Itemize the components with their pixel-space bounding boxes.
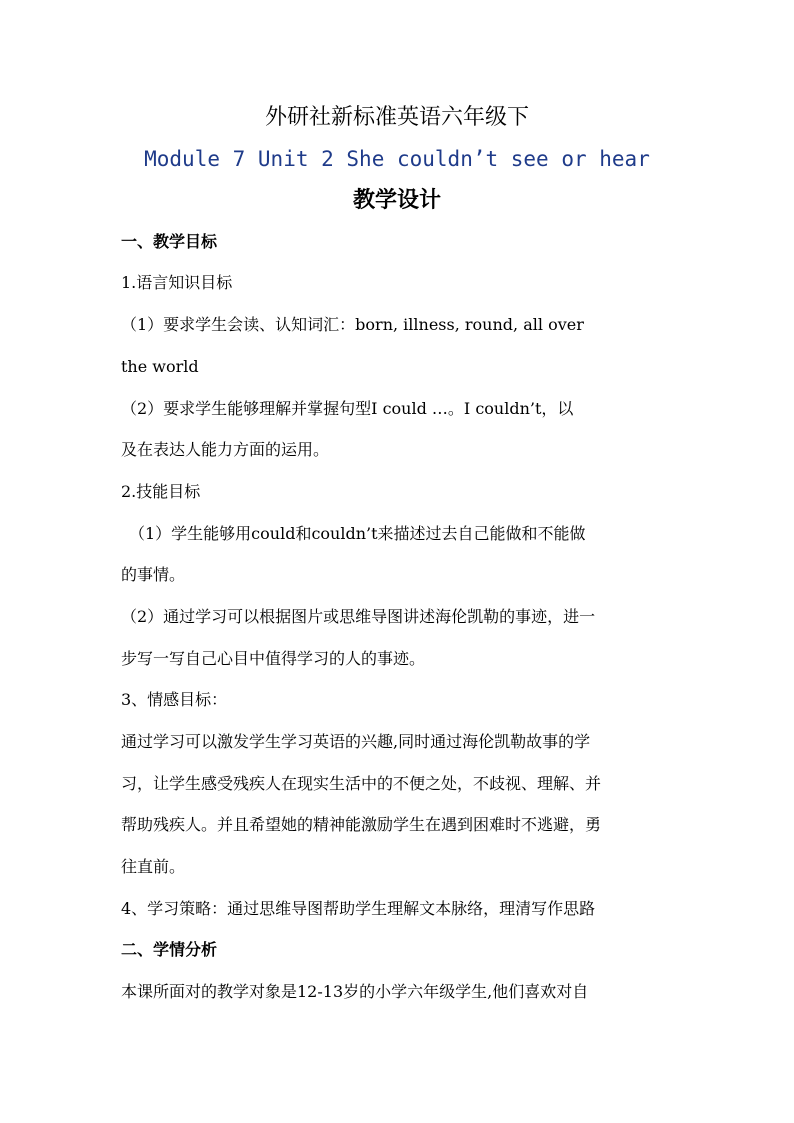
paragraph-line: 本课所面对的教学对象是12-13岁的小学六年级学生,他们喜欢对自 <box>121 982 589 1001</box>
subheading-language-knowledge: 1.语言知识目标 <box>121 273 233 292</box>
paragraph-line: （1）学生能够用could和couldn’t来描述过去自己能做和不能做 <box>129 524 586 543</box>
paragraph-line: 及在表达人能力方面的运用。 <box>121 440 330 459</box>
paragraph-line: 通过学习可以激发学生学习英语的兴趣,同时通过海伦凯勒故事的学 <box>121 732 591 751</box>
subheading-emotional-objectives: 3、情感目标： <box>121 690 228 709</box>
paragraph-line: 帮助残疾人。并且希望她的精神能激励学生在遇到困难时不逃避，勇 <box>121 815 602 834</box>
document-title: 外研社新标准英语六年级下 <box>264 105 529 130</box>
paragraph-line: 步写一写自己心目中值得学习的人的事迹。 <box>121 649 426 668</box>
paragraph-line: the world <box>121 357 199 376</box>
paragraph-line: （1）要求学生会读、认知词汇：born, illness, round, all over <box>121 315 584 334</box>
paragraph-line: 习，让学生感受残疾人在现实生活中的不便之处，不歧视、理解、并 <box>121 774 602 793</box>
paragraph-line: 4、学习策略：通过思维导图帮助学生理解文本脉络，理清写作思路 <box>121 899 596 918</box>
paragraph-line: （2）通过学习可以根据图片或思维导图讲述海伦凯勒的事迹，进一 <box>121 607 596 626</box>
section-heading-objectives: 一、教学目标 <box>121 232 218 251</box>
paragraph-line: （2）要求学生能够理解并掌握句型I could …。I couldn’t，以 <box>121 399 574 418</box>
document-heading: 教学设计 <box>352 188 441 213</box>
paragraph-line: 往直前。 <box>121 857 186 876</box>
document-subtitle: Module 7 Unit 2 She couldn’t see or hear <box>144 147 650 171</box>
subheading-skill-objectives: 2.技能目标 <box>121 482 201 501</box>
section-heading-learner-analysis: 二、学情分析 <box>121 940 218 959</box>
paragraph-line: 的事情。 <box>121 565 186 584</box>
